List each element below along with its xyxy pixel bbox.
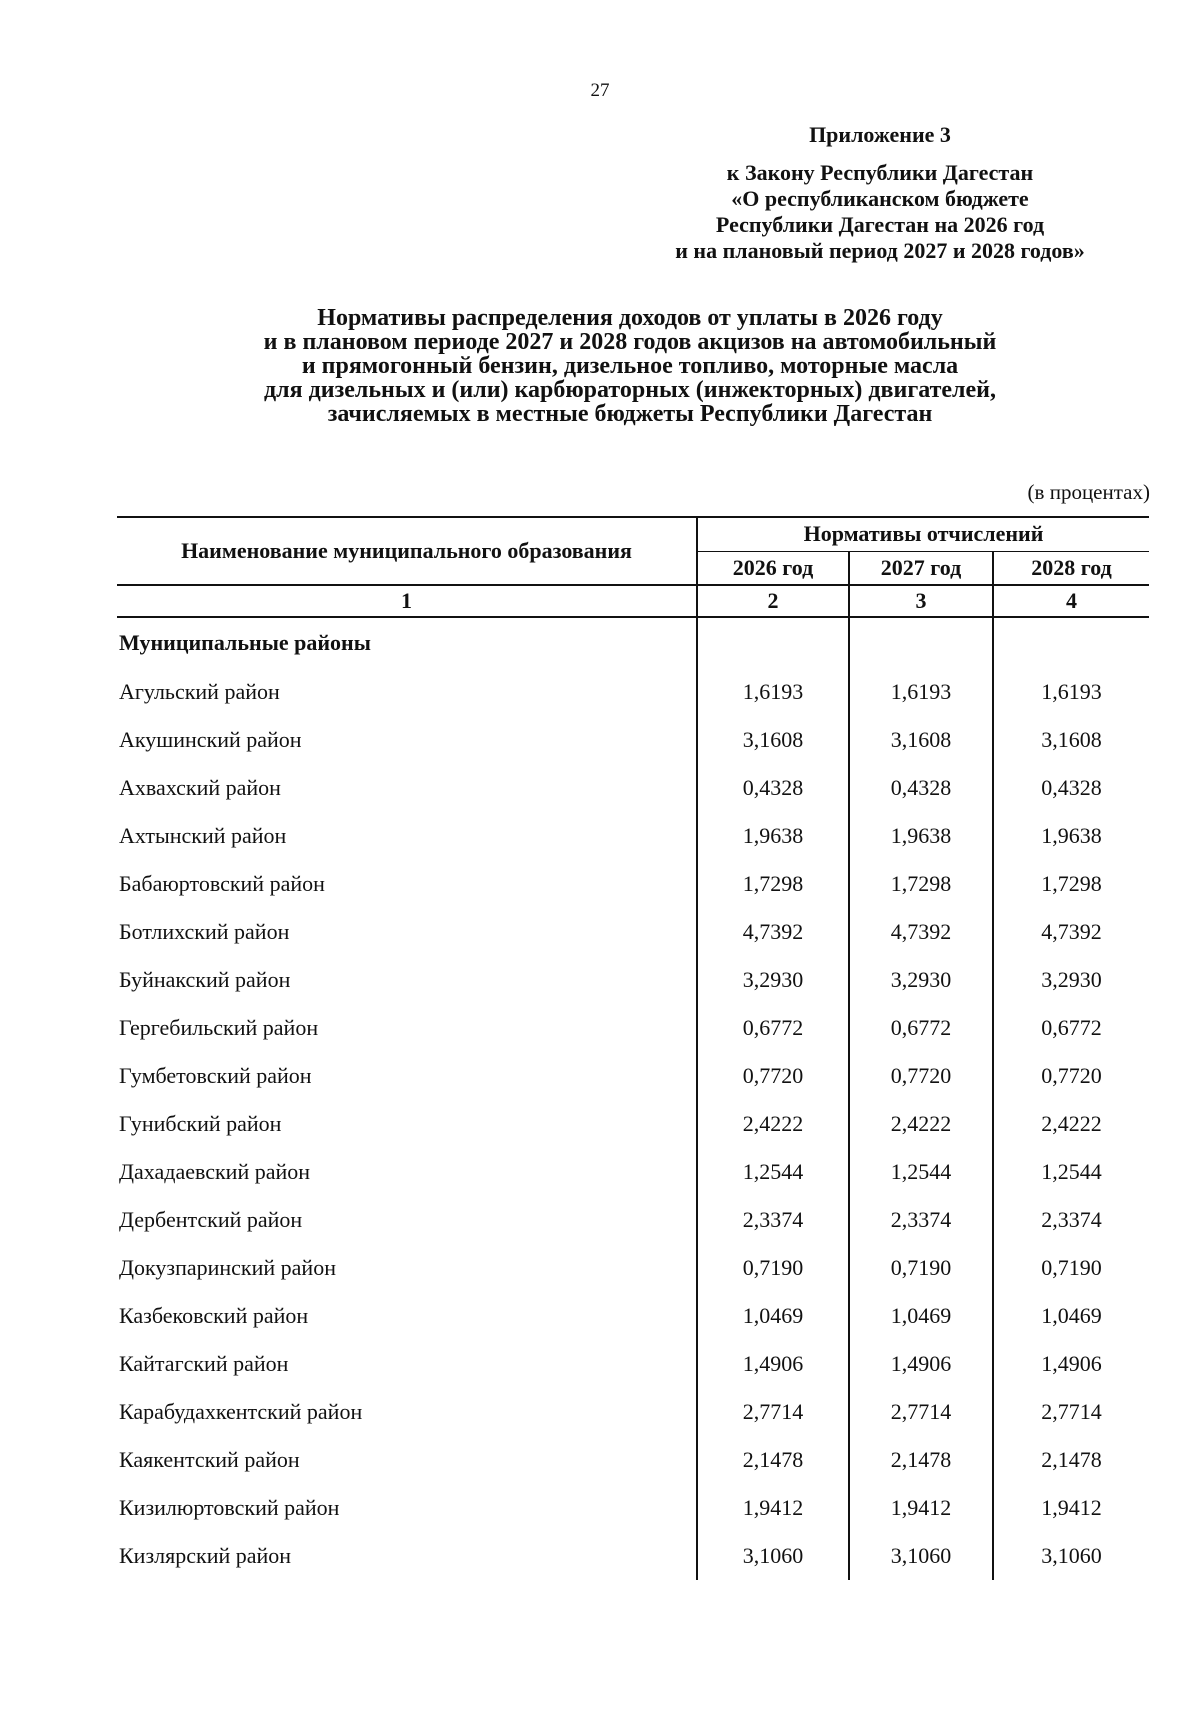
value-2026: 2,3374 bbox=[697, 1196, 849, 1244]
table-row bbox=[117, 860, 1149, 908]
value-2027: 2,3374 bbox=[849, 1196, 993, 1244]
page-number: 27 bbox=[590, 80, 610, 101]
value-2026: 2,7714 bbox=[697, 1388, 849, 1436]
value-2028: 2,7714 bbox=[993, 1388, 1149, 1436]
table-row bbox=[117, 908, 1149, 956]
table-row bbox=[117, 1388, 1149, 1436]
municipality-name: Кайтагский район bbox=[119, 1351, 289, 1376]
document-title-line: и прямогонный бензин, дизельное топливо, моторные масла bbox=[301, 353, 959, 379]
table-row bbox=[117, 1196, 1149, 1244]
value-2028: 0,6772 bbox=[993, 1004, 1149, 1052]
value-2027: 1,4906 bbox=[849, 1340, 993, 1388]
value-2027: 2,7714 bbox=[849, 1388, 993, 1436]
document-title-line: Нормативы распределения доходов от уплаты в 2026 году bbox=[317, 305, 943, 331]
table-row bbox=[117, 1340, 1149, 1388]
appendix-line: «О республиканском бюджете bbox=[731, 186, 1029, 211]
norms-table bbox=[117, 516, 1149, 1580]
value-2027: 3,2930 bbox=[849, 956, 993, 1004]
value-2026: 3,2930 bbox=[697, 956, 849, 1004]
value-2026: 2,4222 bbox=[697, 1100, 849, 1148]
value-2026: 1,7298 bbox=[697, 860, 849, 908]
value-2028: 3,2930 bbox=[993, 956, 1149, 1004]
municipality-name: Кизлярский район bbox=[119, 1543, 292, 1568]
document-title-line: и в плановом периоде 2027 и 2028 годов акцизов на автомобильный bbox=[263, 329, 997, 355]
value-2027: 1,2544 bbox=[849, 1148, 993, 1196]
value-2028: 1,0469 bbox=[993, 1292, 1149, 1340]
appendix-line: и на плановый период 2027 и 2028 годов» bbox=[675, 238, 1085, 263]
value-2028: 1,4906 bbox=[993, 1340, 1149, 1388]
value-2028: 1,9638 bbox=[993, 812, 1149, 860]
municipality-name: Ахвахский район bbox=[119, 775, 281, 800]
value-2028: 4,7392 bbox=[993, 908, 1149, 956]
document-title-line: зачисляемых в местные бюджеты Республики Дагестан bbox=[327, 401, 933, 427]
municipality-name: Каякентский район bbox=[119, 1447, 300, 1472]
value-2027: 3,1608 bbox=[849, 716, 993, 764]
municipality-name: Казбековский район bbox=[119, 1303, 309, 1328]
table-row bbox=[117, 716, 1149, 764]
value-2028: 1,7298 bbox=[993, 860, 1149, 908]
value-2028: 1,6193 bbox=[993, 668, 1149, 716]
value-2027: 2,1478 bbox=[849, 1436, 993, 1484]
municipality-name: Дербентский район bbox=[119, 1207, 303, 1232]
value-2026: 1,9638 bbox=[697, 812, 849, 860]
table-row bbox=[117, 1292, 1149, 1340]
header-year-2027: 2027 год bbox=[849, 551, 993, 585]
value-2026: 1,9412 bbox=[697, 1484, 849, 1532]
value-2028: 3,1608 bbox=[993, 716, 1149, 764]
municipality-name: Гунибский район bbox=[119, 1111, 282, 1136]
value-2026: 4,7392 bbox=[697, 908, 849, 956]
column-number: 1 bbox=[117, 585, 697, 617]
municipality-name: Бабаюртовский район bbox=[119, 871, 325, 896]
value-2028: 1,9412 bbox=[993, 1484, 1149, 1532]
units-note: (в процентах) bbox=[1027, 480, 1150, 504]
table-row bbox=[117, 812, 1149, 860]
value-2026: 3,1608 bbox=[697, 716, 849, 764]
column-number: 3 bbox=[849, 585, 993, 617]
value-2027: 1,6193 bbox=[849, 668, 993, 716]
table-row bbox=[117, 1052, 1149, 1100]
municipality-name: Гергебильский район bbox=[119, 1015, 319, 1040]
value-2028: 2,1478 bbox=[993, 1436, 1149, 1484]
table-row bbox=[117, 764, 1149, 812]
value-2028: 1,2544 bbox=[993, 1148, 1149, 1196]
value-2027: 4,7392 bbox=[849, 908, 993, 956]
table-row bbox=[117, 1244, 1149, 1292]
appendix-title: Приложение 3 bbox=[809, 122, 951, 147]
municipality-name: Докузпаринский район bbox=[119, 1255, 336, 1280]
header-year-2028: 2028 год bbox=[993, 551, 1149, 585]
table-row bbox=[117, 1100, 1149, 1148]
value-2026: 1,2544 bbox=[697, 1148, 849, 1196]
appendix-line: Республики Дагестан на 2026 год bbox=[715, 212, 1045, 237]
value-2026: 2,1478 bbox=[697, 1436, 849, 1484]
value-2026: 0,6772 bbox=[697, 1004, 849, 1052]
value-2027: 0,7720 bbox=[849, 1052, 993, 1100]
table-row bbox=[117, 1436, 1149, 1484]
value-2026: 1,0469 bbox=[697, 1292, 849, 1340]
value-2026: 1,6193 bbox=[697, 668, 849, 716]
table-row bbox=[117, 1532, 1149, 1580]
appendix-block bbox=[640, 122, 1120, 264]
value-2027: 0,6772 bbox=[849, 1004, 993, 1052]
section-row bbox=[117, 617, 1149, 668]
value-2028: 0,7720 bbox=[993, 1052, 1149, 1100]
municipality-name: Карабудахкентский район bbox=[119, 1399, 363, 1424]
municipality-name: Акушинский район bbox=[119, 727, 302, 752]
municipality-name: Гумбетовский район bbox=[119, 1063, 312, 1088]
table-row bbox=[117, 668, 1149, 716]
table-row bbox=[117, 956, 1149, 1004]
municipality-name: Буйнакский район bbox=[119, 967, 291, 992]
value-2027: 1,9412 bbox=[849, 1484, 993, 1532]
value-2028: 2,4222 bbox=[993, 1100, 1149, 1148]
value-2028: 0,7190 bbox=[993, 1244, 1149, 1292]
value-2026: 3,1060 bbox=[697, 1532, 849, 1580]
column-number: 4 bbox=[993, 585, 1149, 617]
municipality-name: Ахтынский район bbox=[119, 823, 287, 848]
table-row bbox=[117, 1484, 1149, 1532]
header-name: Наименование муниципального образования bbox=[117, 517, 697, 585]
value-2027: 3,1060 bbox=[849, 1532, 993, 1580]
municipality-name: Дахадаевский район bbox=[119, 1159, 311, 1184]
header-group: Нормативы отчислений bbox=[697, 517, 1149, 551]
value-2027: 1,7298 bbox=[849, 860, 993, 908]
value-2028: 3,1060 bbox=[993, 1532, 1149, 1580]
value-2027: 1,9638 bbox=[849, 812, 993, 860]
document-title-line: для дизельных и (или) карбюраторных (инжекторных) двигателей, bbox=[264, 377, 996, 403]
value-2028: 2,3374 bbox=[993, 1196, 1149, 1244]
value-2026: 0,7190 bbox=[697, 1244, 849, 1292]
table-row bbox=[117, 1148, 1149, 1196]
value-2026: 0,4328 bbox=[697, 764, 849, 812]
value-2027: 1,0469 bbox=[849, 1292, 993, 1340]
value-2027: 0,4328 bbox=[849, 764, 993, 812]
table-row bbox=[117, 1004, 1149, 1052]
value-2028: 0,4328 bbox=[993, 764, 1149, 812]
value-2026: 1,4906 bbox=[697, 1340, 849, 1388]
appendix-line: к Закону Республики Дагестан bbox=[726, 160, 1034, 185]
value-2026: 0,7720 bbox=[697, 1052, 849, 1100]
document-title bbox=[130, 306, 1130, 426]
value-2027: 0,7190 bbox=[849, 1244, 993, 1292]
column-number: 2 bbox=[697, 585, 849, 617]
header-year-2026: 2026 год bbox=[697, 551, 849, 585]
section-title: Муниципальные районы bbox=[119, 630, 371, 655]
municipality-name: Ботлихский район bbox=[119, 919, 290, 944]
value-2027: 2,4222 bbox=[849, 1100, 993, 1148]
municipality-name: Кизилюртовский район bbox=[119, 1495, 340, 1520]
municipality-name: Агульский район bbox=[119, 679, 280, 704]
